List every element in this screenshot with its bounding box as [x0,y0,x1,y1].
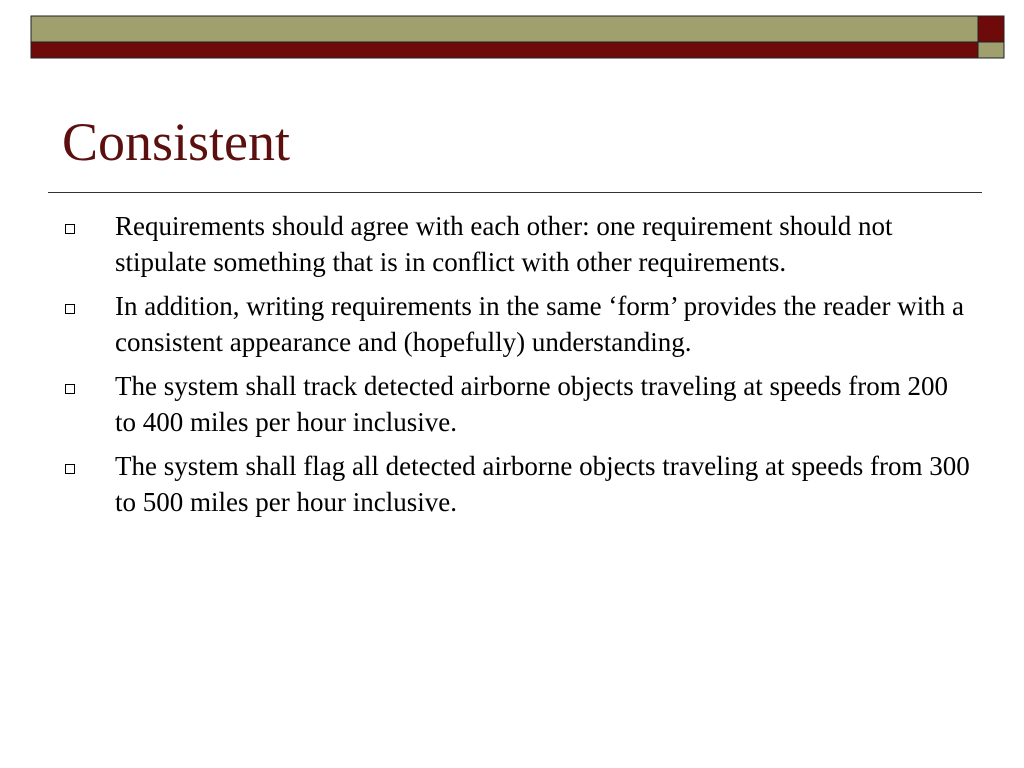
hollow-square-icon [65,304,75,314]
bullet-item [62,368,972,440]
bullet-item [62,448,972,520]
hollow-square-icon [65,384,75,394]
bullet-text: The system shall flag all detected airborne objects traveling at speeds from 300 to 500 miles per hour inclusive. [115,451,970,517]
hollow-square-icon [65,224,75,234]
bullet-text: Requirements should agree with each other: one requirement should not stipulate something that is in conflict with other requirements. [115,211,893,277]
bullet-list [62,208,972,528]
olive-band [31,16,978,42]
title-divider [48,192,982,193]
bullet-item [62,288,972,360]
slide-title: Consistent [62,112,291,172]
header-bar-graphic [0,0,1024,70]
bullet-text: The system shall track detected airborne objects traveling at speeds from 200 to 400 miles per hour inclusive. [115,371,948,437]
maroon-band [31,42,978,58]
decorative-header-bar [0,0,1024,70]
corner-olive-square [978,42,1004,58]
bullet-text: In addition, writing requirements in the same ‘form’ provides the reader with a consistent appearance and (hopefully) understanding. [115,291,964,357]
corner-maroon-square [978,16,1004,42]
bullet-item [62,208,972,280]
hollow-square-icon [65,464,75,474]
